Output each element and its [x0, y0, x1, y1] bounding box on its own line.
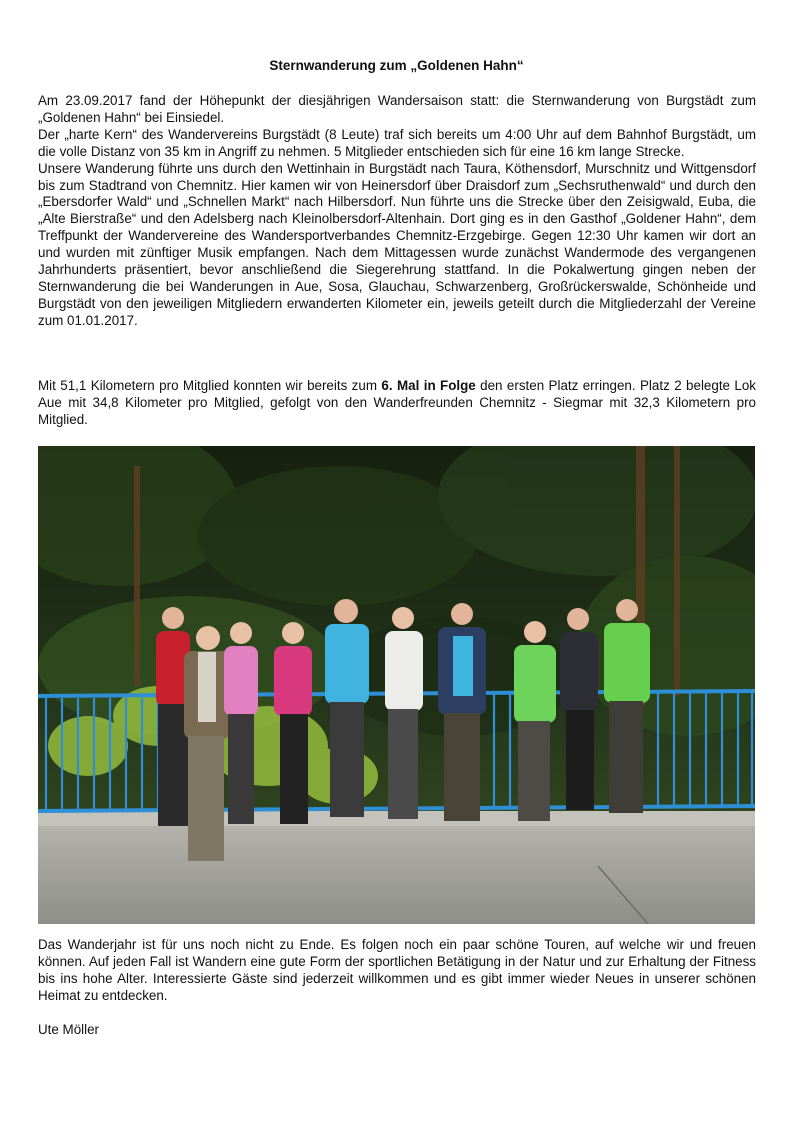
result-emphasis: 6. Mal in Folge	[381, 378, 476, 393]
intro-sentence-3: Unsere Wanderung führte uns durch den Wettinhain in Burgstädt nach Taura, Köthensdorf, Murschnitz und Wittgensdorf bis zum Stadtrand von Chemnitz. Hier kamen wir von Heinersdorf über Draisdorf zum „Sechsruthenwald“ und durch den „Ebersdorfer Wald“ und „Schnellen Markt“ nach Hilbersdorf. Nun führte uns die Strecke über den Zeisigwald, Euba, die „Alte Bierstraße“ und den Adelsberg nach Kleinolbersdorf-Altenhain. Dort ging es in den Gasthof „Goldener Hahn“, dem Treffpunkt der Wandervereine des Wandersportverbandes Chemnitz-Erzgebirge. Gegen 12:30 Uhr kamen wir dort an und wurden mit zünftiger Musik empfangen. Nach dem Mittagessen wurde zunächst Wandermode des vergangenen Jahrhunderts präsentiert, bevor anschließend die Siegerehrung stattfand. In die Pokalwertung gingen neben der Sternwanderung die bei Wanderungen in Aue, Sosa, Glauchau, Schwarzenberg, Großrückerswalde, Schönheide und Burgstädt von den jeweiligen Mitgliedern erwanderten Kilometer ein, jeweils geteilt durch die Mitgliederzahl der Vereine zum 01.01.2017.	[38, 160, 756, 328]
result-text-after: den ersten Platz erringen. Platz 2 belegte Lok Aue mit 34,8 Kilometer pro Mitglied, gefolgt von den Wanderfreunden Chemnitz - Siegmar mit 32,3 Kilometern pro Mitglied.	[38, 378, 756, 427]
intro-paragraph	[38, 93, 756, 330]
intro-sentence-1: Am 23.09.2017 fand der Höhepunkt der diesjährigen Wandersaison statt: die Sternwanderung von Burgstädt zum „Goldenen Hahn“ bei Einsiedel.	[38, 93, 756, 125]
author-signature: Ute Möller	[38, 1022, 100, 1037]
result-text-before: Mit 51,1 Kilometern pro Mitglied konnten wir bereits zum	[38, 378, 382, 393]
closing-paragraph: Das Wanderjahr ist für uns noch nicht zu Ende. Es folgen noch ein paar schöne Touren, auf welche wir und freuen können. Auf jeden Fall ist Wandern eine gute Form der sportlichen Betätigung in der Natur und zur Erhaltung der Fitness bis ins hohe Alter. Interessierte Gäste sind jederzeit willkommen und es gibt immer wieder Neues in unserer schönen Heimat zu entdecken.	[38, 937, 756, 1003]
document-title: Sternwanderung zum „Goldenen Hahn“	[269, 58, 524, 73]
intro-sentence-2: Der „harte Kern“ des Wandervereins Burgstädt (8 Leute) traf sich bereits um 4:00 Uhr auf dem Bahnhof Burgstädt, um die volle Distanz von 35 km in Angriff zu nehmen. 5 Mitglieder entschieden sich für eine 16 km lange Strecke.	[38, 126, 756, 159]
result-paragraph	[38, 378, 756, 429]
group-photo	[38, 446, 755, 924]
